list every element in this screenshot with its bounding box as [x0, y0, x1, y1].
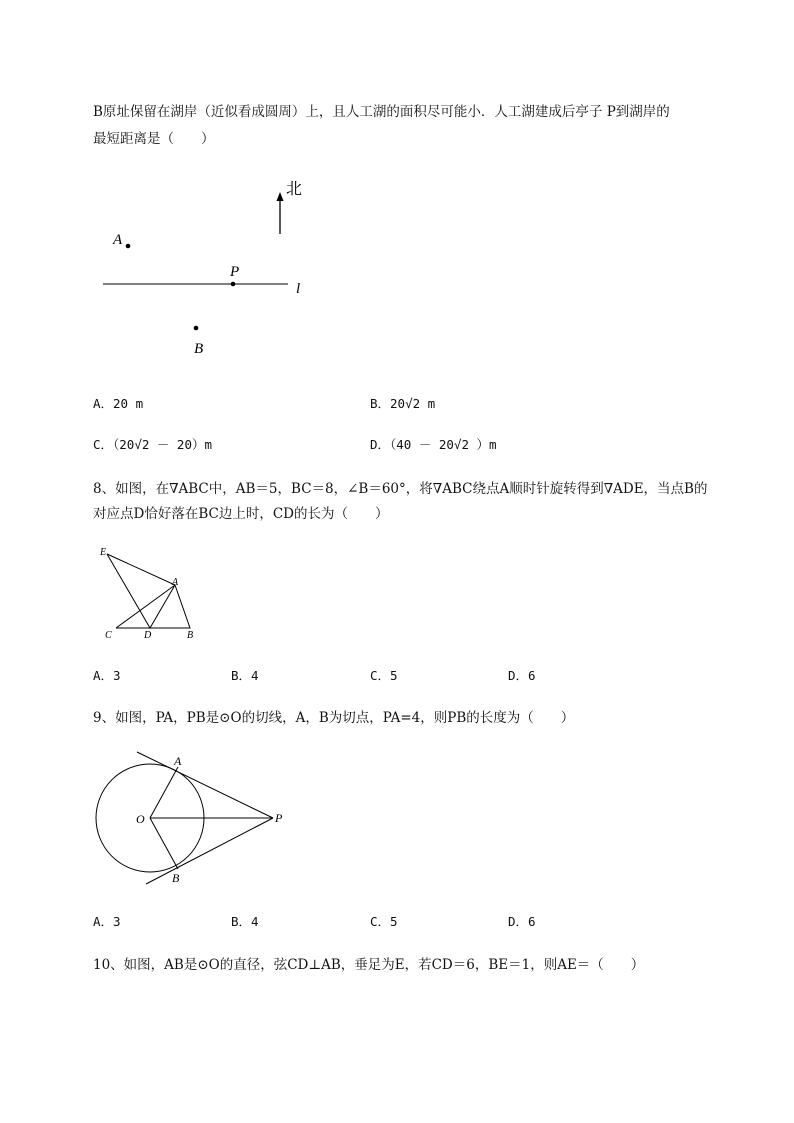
label-B: B — [194, 341, 204, 357]
label-north: 北 — [286, 181, 303, 198]
triangle-ABC — [116, 585, 190, 628]
q8-figure — [96, 542, 206, 642]
q7-stem-line1: B原址保留在湖岸（近似看成圆周）上，且人工湖的面积尽可能小．人工湖建成后亭子 P到湖岸的 — [93, 104, 670, 120]
q9-figure — [90, 748, 300, 888]
tangent-PB — [146, 818, 273, 884]
label-B: B — [172, 871, 180, 885]
q8-option-c[interactable]: C．5 — [370, 668, 398, 683]
q7-option-d[interactable]: D．（40 － 20√2 ）m — [370, 437, 497, 452]
q9-stem: 9、如图，PA，PB是⊙O的切线，A，B为切点，PA=4，则PB的长度为（ ） — [93, 710, 575, 726]
label-C: C — [105, 630, 112, 641]
label-D: D — [144, 630, 152, 641]
label-A: A — [172, 577, 179, 588]
q9-option-d[interactable]: D．6 — [508, 914, 536, 929]
q7-option-c[interactable]: C．（20√2 － 20）m — [93, 437, 213, 452]
triangle-ADE — [107, 554, 175, 628]
point-P — [231, 282, 236, 287]
point-B — [194, 326, 199, 331]
q9-option-a[interactable]: A．3 — [93, 914, 121, 929]
point-A — [126, 244, 131, 249]
q8-stem-line2: 对应点D恰好落在BC边上时，CD的长为（ ） — [93, 506, 389, 522]
label-A: A — [113, 232, 123, 248]
q8-option-a[interactable]: A．3 — [93, 668, 121, 683]
q8-option-d[interactable]: D．6 — [508, 668, 536, 683]
q7-stem-line2: 最短距离是（ ） — [93, 131, 215, 147]
q10-stem: 10、如图，AB是⊙O的直径，弦CD⊥AB，垂足为E，若CD＝6，BE＝1，则AE＝（ ） — [93, 957, 645, 973]
label-P: P — [275, 811, 283, 825]
q8-stem-line1: 8、如图，在∇ABC中，AB＝5，BC＝8，∠B＝60°，将∇ABC绕点A顺时针旋转得到∇ADE，当点B的 — [93, 481, 708, 497]
q7-option-b[interactable]: B．20√2 m — [370, 396, 436, 411]
label-O: O — [136, 812, 145, 826]
q9-option-c[interactable]: C．5 — [370, 914, 398, 929]
q8-option-b[interactable]: B．4 — [231, 668, 259, 683]
q7-option-a[interactable]: A．20 m — [93, 396, 144, 411]
label-A: A — [174, 754, 182, 768]
label-E: E — [100, 547, 107, 558]
label-l: l — [296, 281, 301, 297]
q9-option-b[interactable]: B．4 — [231, 914, 259, 929]
label-B: B — [187, 630, 194, 641]
q7-figure — [90, 170, 330, 365]
radius-OB — [150, 818, 178, 869]
north-arrow-head-icon — [277, 192, 284, 201]
radius-OA — [150, 767, 178, 818]
tangent-PA — [137, 752, 273, 818]
label-P: P — [230, 264, 240, 280]
